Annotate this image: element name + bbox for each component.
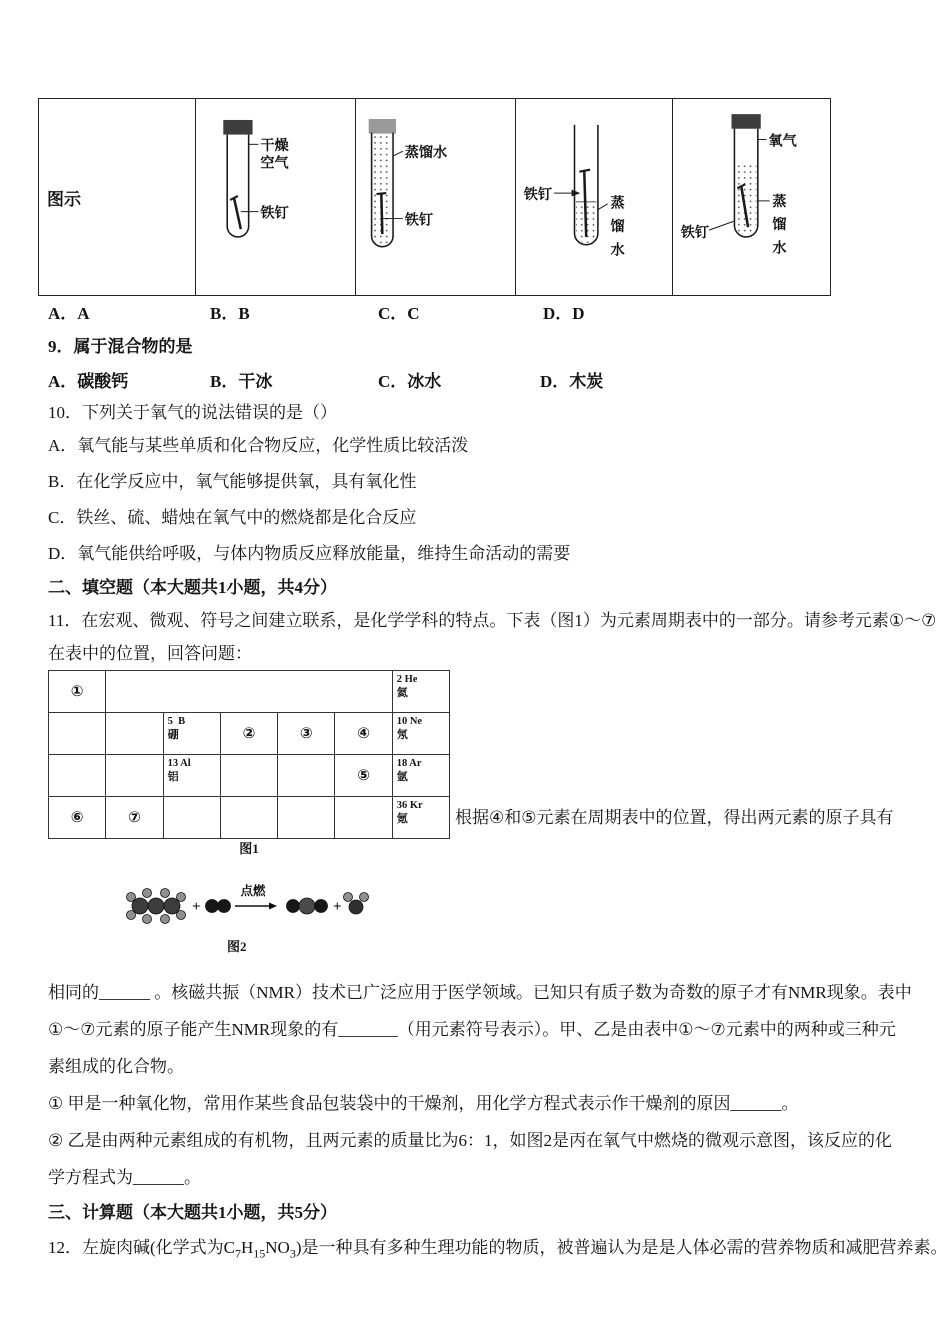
- propane-molecule: [127, 889, 186, 924]
- arrow-head: [572, 190, 581, 197]
- q11-paragraph-line1: 相同的______ 。核磁共振（NMR）技术已广泛应用于医学领域。已知只有质子数为奇数的原子才有NMR现象。表中: [48, 983, 912, 1002]
- distilled-water-label: 蒸馏水: [404, 145, 448, 162]
- figure1-caption: 图1: [239, 841, 259, 856]
- pt-cell-7: [106, 797, 163, 839]
- q9-stem: 9．属于混合物的是: [48, 337, 193, 356]
- tube-diagram-e: [673, 99, 829, 294]
- answer-d: D．D: [543, 304, 585, 323]
- pt-b-cell: [163, 713, 220, 755]
- b-number: 5 B: [167, 716, 186, 727]
- element-6-mark: ⑥: [70, 810, 84, 826]
- pt-empty-cell: [220, 797, 277, 839]
- element-1-mark: ①: [70, 684, 84, 700]
- pt-cell-3: [278, 713, 335, 755]
- q10-option-a: A．氧气能与某些单质和化合物反应，化学性质比较活泼: [48, 436, 469, 455]
- water-label-3: 水: [772, 240, 787, 257]
- diagram-cell-d: [516, 99, 673, 296]
- diagram-cell-e: [673, 99, 831, 296]
- q10-stem: 10．下列关于氧气的说法错误的是（）: [48, 403, 337, 422]
- answer-c: C．C: [378, 304, 420, 323]
- pt-cell-2: [220, 713, 277, 755]
- pointer-line: [598, 204, 608, 210]
- ar-name: 氩: [396, 771, 408, 783]
- pt-empty-cell: [106, 713, 163, 755]
- section2-heading: 二、填空题（本大题共1小题，共4分）: [48, 578, 337, 597]
- kr-number: 36 Kr: [396, 800, 423, 811]
- pt-empty-cell: [49, 755, 106, 797]
- q12-text-2: H: [241, 1238, 254, 1257]
- pt-empty-cell: [220, 755, 277, 797]
- tube-diagram-b: [196, 99, 352, 294]
- q11-paragraph-line2: ①～⑦元素的原子能产生NMR现象的有_______（用元素符号表示）。甲、乙是由表中①～⑦元素中的两种或三种元: [48, 1020, 896, 1039]
- q12-subscript-1: 7: [235, 1246, 241, 1261]
- nail-label: 铁钉: [404, 212, 434, 229]
- pt-cell-1: [49, 671, 106, 713]
- pt-empty-cell: [278, 755, 335, 797]
- he-name: 氦: [396, 687, 408, 699]
- ne-name: 氖: [396, 729, 408, 741]
- water-label-2: 馏: [772, 217, 787, 234]
- carbon-dioxide-molecule: [287, 898, 328, 914]
- pt-empty-cell: [49, 713, 106, 755]
- q10-option-d: D．氧气能供给呼吸，与体内物质反应释放能量，维持生命活动的需要: [48, 544, 571, 563]
- q12-subscript-3: 3: [289, 1246, 296, 1261]
- b-name: 硼: [167, 729, 179, 741]
- plus-sign: +: [333, 899, 342, 915]
- pt-he-cell: [392, 671, 449, 713]
- element-4-mark: ④: [357, 726, 370, 742]
- iron-nail-icon: [230, 196, 241, 229]
- q11-subitem-1: ① 甲是一种氧化物，常用作某些食品包装袋中的干燥剂，用化学方程式表示作干燥剂的原因______。: [48, 1094, 799, 1113]
- nail-label: 铁钉: [260, 205, 289, 222]
- periodic-table-fragment: [48, 670, 450, 839]
- pt-ar-cell: [392, 755, 449, 797]
- answer-choice-row: [48, 296, 950, 330]
- nail-label: 铁钉: [680, 224, 710, 241]
- stopper: [223, 120, 252, 135]
- q9-option-c: C．冰水: [378, 372, 442, 391]
- pt-empty-cell: [278, 797, 335, 839]
- water-label-1: 蒸: [772, 193, 787, 210]
- element-2-mark: ②: [242, 726, 256, 742]
- al-number: 13 Al: [167, 758, 191, 769]
- stopper: [369, 119, 396, 134]
- experiment-diagram-table: [38, 98, 831, 296]
- diagram-table-row: [39, 99, 831, 296]
- al-name: 铝: [167, 771, 179, 783]
- q9-option-d: D．木炭: [540, 372, 604, 391]
- water-fill: [736, 164, 756, 236]
- element-3-mark: ③: [299, 726, 313, 742]
- figure2-reaction-diagram: [115, 879, 385, 933]
- q11-subitem-2-line2: 学方程式为______。: [48, 1168, 201, 1187]
- he-number: 2 He: [396, 674, 418, 685]
- pt-al-cell: [163, 755, 220, 797]
- pt-empty-cell: [335, 797, 392, 839]
- document-body: [0, 296, 950, 1271]
- q12-text-4: )是一种具有多种生理功能的物质，被普遍认为是是人体必需的营养物质和减肥营养素。: [295, 1238, 948, 1257]
- nail-label: 铁钉: [523, 186, 553, 203]
- ignite-label: 点燃: [240, 884, 266, 898]
- pt-cell-4: [335, 713, 392, 755]
- kr-name: 氪: [396, 813, 408, 825]
- tube-diagram-d: [516, 99, 672, 294]
- q10-option-b: B．在化学反应中，氧气能够提供氧，具有氧化性: [48, 472, 417, 491]
- q11-paragraph-line3: 素组成的化合物。: [48, 1057, 184, 1076]
- q9-option-a: A．碳酸钙: [48, 372, 129, 391]
- q9-options-row: [48, 364, 950, 398]
- figure1-block: [48, 670, 950, 859]
- q11-subitem-2-line1: ② 乙是由两种元素组成的有机物，且两元素的质量比为6：1，如图2是丙在氧气中燃烧的微观示意图，该反应的化: [48, 1131, 892, 1150]
- oxygen-label: 氧气: [768, 133, 797, 150]
- answer-b: B．B: [210, 304, 250, 323]
- ne-number: 10 Ne: [396, 716, 423, 727]
- water-label-3: 水: [610, 242, 625, 259]
- water-label-2: 馏: [610, 219, 625, 236]
- q9-option-b: B．干冰: [210, 372, 273, 391]
- pt-empty-cell: [106, 671, 392, 713]
- pointer-line: [393, 151, 403, 156]
- q12-subscript-2: 15: [253, 1246, 266, 1261]
- answer-a: A．A: [48, 304, 90, 323]
- ar-number: 18 Ar: [396, 758, 422, 769]
- diagram-row-label: 图示: [47, 189, 81, 209]
- element-7-mark: ⑦: [128, 810, 141, 826]
- pt-empty-cell: [106, 755, 163, 797]
- reaction-arrow-head: [269, 903, 277, 910]
- plus-sign: +: [192, 899, 201, 915]
- pt-ne-cell: [392, 713, 449, 755]
- pointer-line: [709, 221, 733, 230]
- q11-intro-line2: 在表中的位置，回答问题：: [48, 644, 252, 663]
- pt-kr-cell: [392, 797, 449, 839]
- diagram-row-label-cell: [39, 99, 196, 296]
- diagram-cell-b: [196, 99, 356, 296]
- q12-stem: [48, 1230, 950, 1271]
- q11-side-text: 根据④和⑤元素在周期表中的位置，得出两元素的原子具有: [455, 808, 894, 827]
- q12-text-3: NO: [265, 1238, 290, 1257]
- dry-air-label-2: 空气: [260, 155, 289, 172]
- pt-cell-6: [49, 797, 106, 839]
- stopper: [732, 114, 761, 129]
- water-label-1: 蒸: [610, 195, 625, 212]
- pt-empty-cell: [163, 797, 220, 839]
- pt-cell-5: [335, 755, 392, 797]
- figure2-caption: 图2: [227, 939, 247, 954]
- dry-air-label-1: 干燥: [260, 138, 289, 155]
- oxygen-molecule: [206, 900, 231, 913]
- q10-option-c: C．铁丝、硫、蜡烛在氧气中的燃烧都是化合反应: [48, 508, 417, 527]
- water-molecule: [344, 893, 369, 915]
- section3-heading: 三、计算题（本大题共1小题，共5分）: [48, 1203, 337, 1222]
- diagram-cell-c: [356, 99, 516, 296]
- q12-text-1: 12．左旋肉碱(化学式为C: [48, 1238, 235, 1257]
- figure2-block: [115, 879, 950, 956]
- tube-diagram-c: [356, 99, 512, 294]
- q11-intro-line1: 11．在宏观、微观、符号之间建立联系，是化学学科的特点。下表（图1）为元素周期表中的一部分。请参考元素①～⑦: [48, 611, 937, 630]
- element-5-mark: ⑤: [357, 768, 370, 784]
